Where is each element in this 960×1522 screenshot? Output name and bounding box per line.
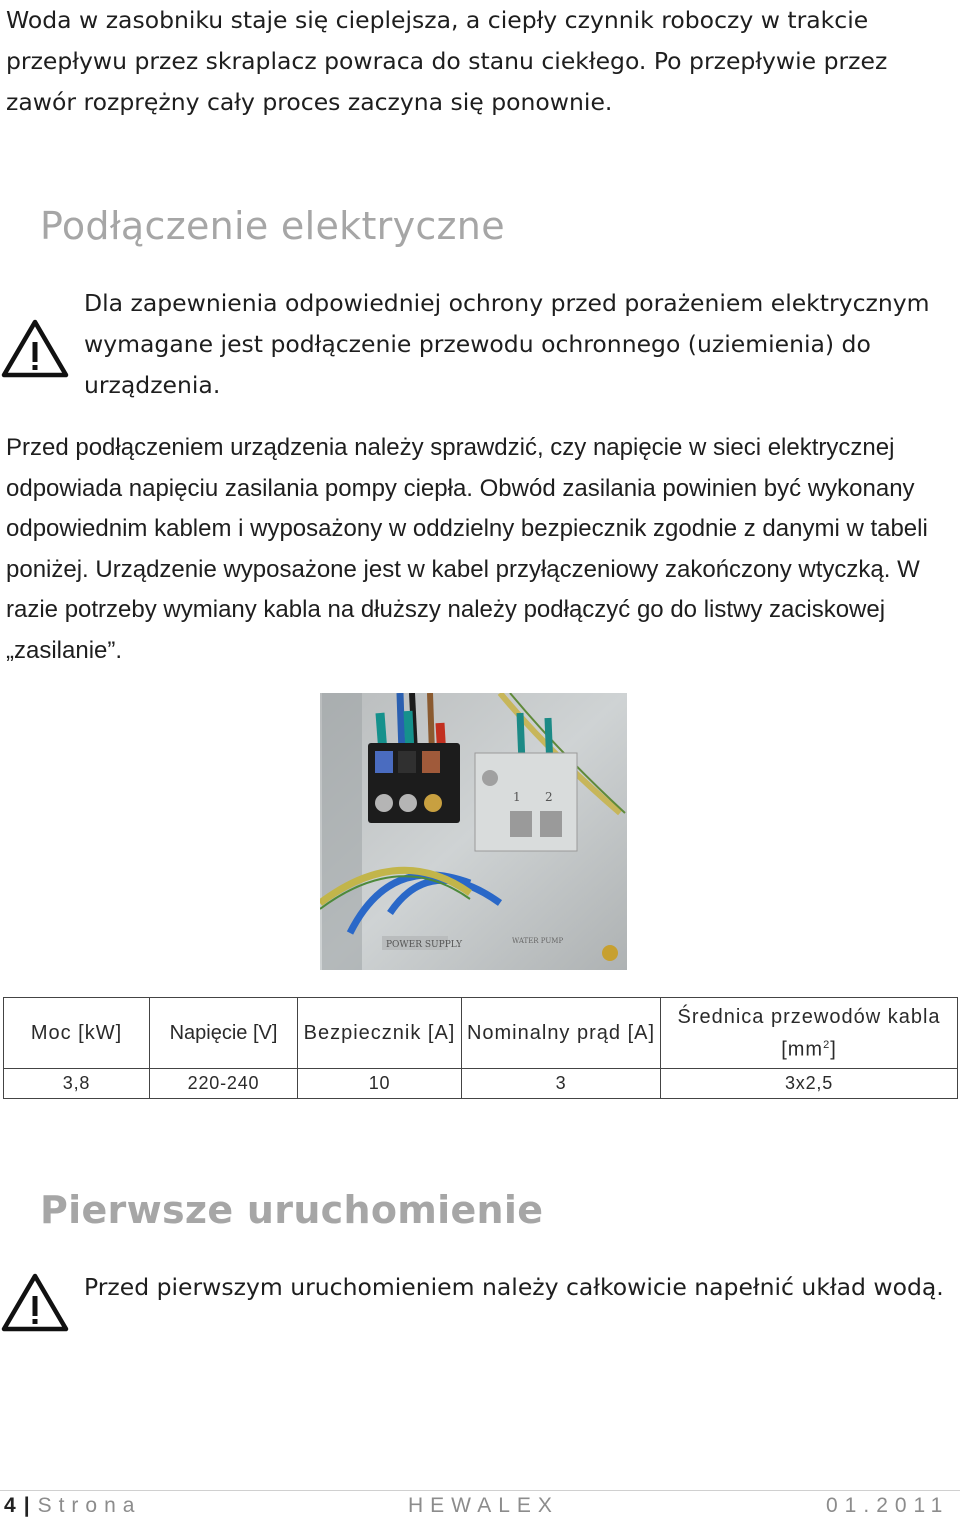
header-bezpiecznik: Bezpiecznik [A] [298, 998, 462, 1069]
spec-table [3, 997, 958, 1099]
footer-page [4, 1494, 141, 1518]
terminal-number-1: 1 [513, 790, 521, 804]
footer-brand: HEWALEX [408, 1494, 559, 1517]
page-number: 4 [4, 1494, 16, 1517]
header-moc: Moc [kW] [4, 998, 150, 1069]
warning-triangle-icon [0, 1272, 70, 1334]
terminal-number-2: 2 [545, 790, 553, 804]
footer-date: 01.2011 [826, 1494, 950, 1517]
header-napiecie: Napięcie [V] [150, 998, 298, 1069]
cell-moc: 3,8 [4, 1069, 150, 1099]
cell-bezpiecznik: 10 [298, 1069, 462, 1099]
terminal-block-photo [320, 693, 627, 970]
power-supply-label: POWER SUPPLY [386, 940, 463, 950]
water-pump-label: WATER PUMP [512, 937, 564, 945]
header-srednica: Średnica przewodów kabla $[mm^2]$ [661, 998, 958, 1069]
cell-prad: 3 [462, 1069, 661, 1099]
page-label: Strona [37, 1494, 142, 1517]
warning-text-fill-water: Przed pierwszym uruchomieniem należy całkowicie napełnić układ wodą. [84, 1273, 944, 1301]
footer-divider [0, 1490, 960, 1491]
warning-text-grounding: Dla zapewnienia odpowiedniej ochrony przed porażeniem elektrycznym wymagane jest podłączenie przewodu ochronnego (uziemienia) do urządzenia. [84, 289, 930, 399]
section-heading-first-start: Pierwsze uruchomienie [40, 1188, 544, 1232]
cell-napiecie: 220-240 [150, 1069, 298, 1099]
warning-triangle-icon [0, 318, 70, 380]
header-prad: Nominalny prąd [A] [462, 998, 661, 1069]
electrical-paragraph: Przed podłączeniem urządzenia należy sprawdzić, czy napięcie w sieci elektrycznej odpowiada napięciu zasilania pompy ciepła. Obwód zasilania powinien być wykonany odpowiednim kablem i wyposażony w oddzielny bezpiecznik zgodnie z danymi w tabeli poniżej. Urządzenie wyposażone jest w kabel przyłączeniowy zakończony wtyczką. W razie potrzeby wymiany kabla na dłuższy należy podłączyć go do listwy zaciskowej „zasilanie”. [6, 434, 928, 664]
footer-separator: | [23, 1494, 30, 1517]
table-row [4, 1069, 958, 1099]
intro-paragraph: Woda w zasobniku staje się cieplejsza, a ciepły czynnik roboczy w trakcie przepływu przez skraplacz powraca do stanu ciekłego. Po przepływie przez zawór rozprężny cały proces zaczyna się ponownie. [6, 6, 888, 116]
table-header-row [4, 998, 958, 1069]
section-heading-electrical: Podłączenie elektryczne [40, 204, 505, 248]
cell-srednica: 3x2,5 [661, 1069, 958, 1099]
